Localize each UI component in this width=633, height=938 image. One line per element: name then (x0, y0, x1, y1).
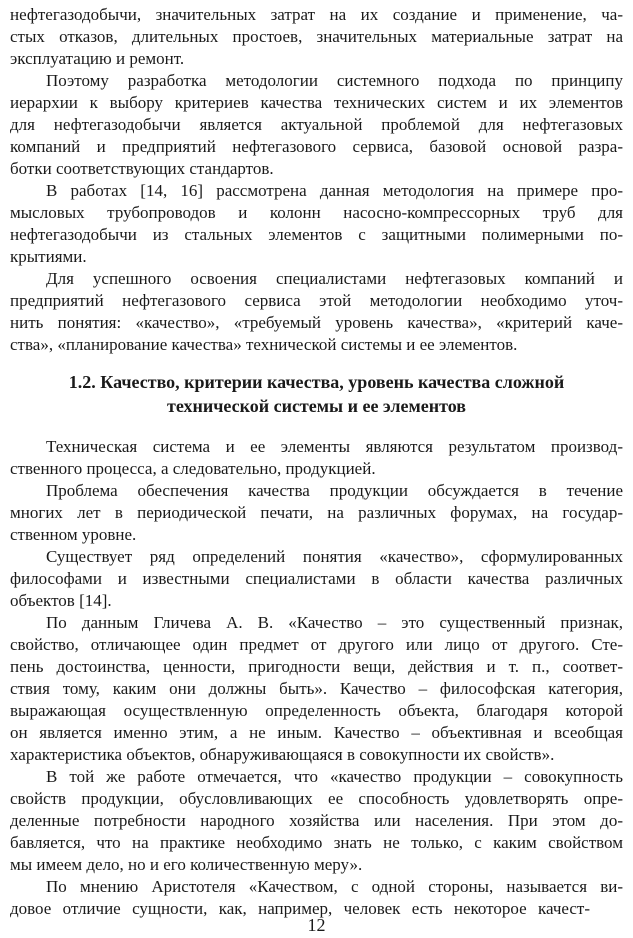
text-line: пень достоинства, ценности, пригодности вещи, действия и т. п., соответ- (10, 657, 623, 676)
text-line: В работах [14, 16] рассмотрена данная методология на примере про- (46, 181, 623, 200)
text-line: компаний и предприятий нефтегазового сервиса, базовой основой разра- (10, 137, 623, 156)
text-line: Для успешного освоения специалистами нефтегазовых компаний и (46, 269, 623, 288)
text-line: Существует ряд определений понятия «качество», сформулированных (46, 547, 623, 566)
text-line: он является именно этим, а не иным. Качество – объективная и всеобщая (10, 723, 623, 742)
text-line: свойство, отличающее один предмет от другого или лицо от другого. Сте- (10, 635, 623, 654)
text-line: нефтегазодобычи, значительных затрат на их создание и применение, ча- (10, 5, 623, 24)
text-line: характеристика объектов, обнаруживающаяся в совокупности их свойств». (10, 745, 555, 764)
text-line: эксплуатацию и ремонт. (10, 49, 185, 68)
text-line: мы имеем дело, но и его количественную меру». (10, 855, 363, 874)
text-line: философами и известными специалистами в области качества различных (10, 569, 623, 588)
text-line: Проблема обеспечения качества продукции обсуждается в течение (46, 481, 623, 500)
text-line: иерархии к выбору критериев качества технических систем и их элементов (10, 93, 623, 112)
text-line: В той же работе отмечается, что «качество продукции – совокупность (46, 767, 623, 786)
text-line: Поэтому разработка методологии системного подхода по принципу (46, 71, 623, 90)
text-line: ботки соответствующих стандартов. (10, 159, 274, 178)
text-line: свойств продукции, обусловливающих ее способность удовлетворять опре- (10, 789, 623, 808)
text-line: объектов [14]. (10, 591, 112, 610)
text-line: многих лет в периодической печати, на различных форумах, на государ- (10, 503, 623, 522)
page-number: 12 (307, 915, 326, 935)
text-line: По данным Гличева А. В. «Качество – это существенный признак, (46, 613, 623, 632)
text-line: бавляется, что на практике необходимо знать не только, с каким свойством (10, 833, 623, 852)
text-line: мысловых трубопроводов и колонн насосно-компрессорных труб для (10, 203, 623, 222)
text-line: ствия тому, каким они должны быть». Качество – философская категория, (10, 679, 623, 698)
text-line: нить понятия: «качество», «требуемый уровень качества», «критерий каче- (10, 313, 623, 332)
text-line: довое отличие сущности, как, например, человек есть некоторое качест- (10, 899, 590, 918)
text-line: крытиями. (10, 247, 87, 266)
text-line: ственного процесса, а следовательно, продукцией. (10, 459, 376, 478)
text-line: стых отказов, длительных простоев, значительных материальные затрат на (10, 27, 623, 46)
text-line: предприятий нефтегазового сервиса этой методологии необходимо уточ- (10, 291, 623, 310)
text-line: ства», «планирование качества» технической системы и ее элементов. (10, 335, 518, 354)
text-line: для нефтегазодобычи является актуальной проблемой для нефтегазовых (10, 115, 623, 134)
section-heading: технической системы и ее элементов (167, 396, 466, 416)
text-line: Техническая система и ее элементы являются результатом производ- (46, 437, 623, 456)
text-line: По мнению Аристотеля «Качеством, с одной стороны, называется ви- (46, 877, 623, 896)
text-line: выражающая осуществленную определенность объекта, благодаря которой (10, 701, 623, 720)
text-line: деленные потребности народного хозяйства или населения. При этом до- (10, 811, 623, 830)
text-line: нефтегазодобычи из стальных элементов с защитными полимерными по- (10, 225, 623, 244)
text-line: ственном уровне. (10, 525, 137, 544)
section-heading: 1.2. Качество, критерии качества, уровень качества сложной (68, 372, 565, 392)
